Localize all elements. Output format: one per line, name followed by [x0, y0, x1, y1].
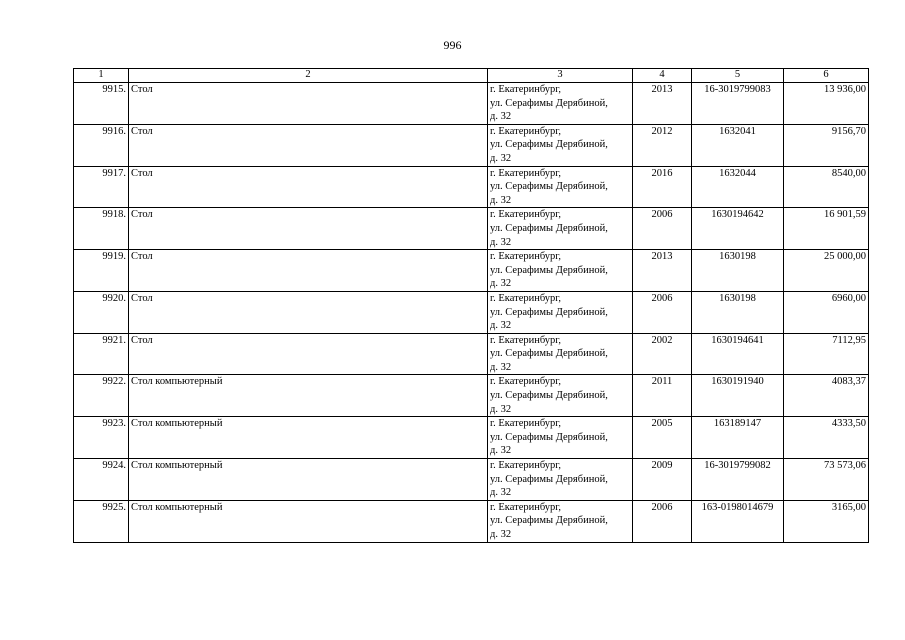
item-year: 2013 [633, 250, 692, 292]
row-number: 9923. [74, 417, 129, 459]
item-address: г. Екатеринбург, ул. Серафимы Дерябиной, д. 32 [488, 250, 633, 292]
column-header: 2 [129, 69, 488, 83]
item-address: г. Екатеринбург, ул. Серафимы Дерябиной, д. 32 [488, 333, 633, 375]
item-year: 2013 [633, 83, 692, 125]
table-header [74, 69, 869, 83]
item-year: 2006 [633, 291, 692, 333]
item-year: 2011 [633, 375, 692, 417]
item-address: г. Екатеринбург, ул. Серафимы Дерябиной, д. 32 [488, 208, 633, 250]
item-name: Стол [129, 250, 488, 292]
item-year: 2002 [633, 333, 692, 375]
table-row [74, 166, 869, 208]
header-row [74, 69, 869, 83]
item-name: Стол [129, 208, 488, 250]
item-cost: 16 901,59 [784, 208, 869, 250]
item-name: Стол [129, 291, 488, 333]
table-row [74, 459, 869, 501]
row-number: 9915. [74, 83, 129, 125]
item-inventory-number: 1630194642 [692, 208, 784, 250]
item-inventory-number: 1630194641 [692, 333, 784, 375]
item-year: 2006 [633, 500, 692, 542]
row-number: 9917. [74, 166, 129, 208]
item-year: 2009 [633, 459, 692, 501]
table-body [74, 83, 869, 543]
item-address: г. Екатеринбург, ул. Серафимы Дерябиной, д. 32 [488, 83, 633, 125]
row-number: 9922. [74, 375, 129, 417]
item-inventory-number: 1632041 [692, 124, 784, 166]
item-address: г. Екатеринбург, ул. Серафимы Дерябиной, д. 32 [488, 291, 633, 333]
row-number: 9918. [74, 208, 129, 250]
page-number: 996 [443, 38, 462, 52]
table-row [74, 250, 869, 292]
item-cost: 6960,00 [784, 291, 869, 333]
table-row [74, 208, 869, 250]
item-name: Стол компьютерный [129, 375, 488, 417]
table-row [74, 417, 869, 459]
item-name: Стол [129, 83, 488, 125]
row-number: 9920. [74, 291, 129, 333]
table-row [74, 375, 869, 417]
item-cost: 7112,95 [784, 333, 869, 375]
item-inventory-number: 1630198 [692, 291, 784, 333]
row-number: 9916. [74, 124, 129, 166]
item-year: 2005 [633, 417, 692, 459]
table-row [74, 333, 869, 375]
item-inventory-number: 16-3019799083 [692, 83, 784, 125]
table-row [74, 124, 869, 166]
table-row [74, 83, 869, 125]
item-name: Стол компьютерный [129, 417, 488, 459]
item-inventory-number: 163-0198014679 [692, 500, 784, 542]
item-address: г. Екатеринбург, ул. Серафимы Дерябиной, д. 32 [488, 459, 633, 501]
item-cost: 4083,37 [784, 375, 869, 417]
column-header: 1 [74, 69, 129, 83]
column-header: 6 [784, 69, 869, 83]
item-cost: 8540,00 [784, 166, 869, 208]
row-number: 9919. [74, 250, 129, 292]
item-year: 2016 [633, 166, 692, 208]
item-cost: 13 936,00 [784, 83, 869, 125]
row-number: 9924. [74, 459, 129, 501]
item-year: 2012 [633, 124, 692, 166]
row-number: 9925. [74, 500, 129, 542]
item-year: 2006 [633, 208, 692, 250]
item-address: г. Екатеринбург, ул. Серафимы Дерябиной, д. 32 [488, 500, 633, 542]
row-number: 9921. [74, 333, 129, 375]
item-address: г. Екатеринбург, ул. Серафимы Дерябиной, д. 32 [488, 417, 633, 459]
item-address: г. Екатеринбург, ул. Серафимы Дерябиной, д. 32 [488, 124, 633, 166]
item-address: г. Екатеринбург, ул. Серафимы Дерябиной, д. 32 [488, 375, 633, 417]
item-inventory-number: 1630198 [692, 250, 784, 292]
item-address: г. Екатеринбург, ул. Серафимы Дерябиной, д. 32 [488, 166, 633, 208]
item-name: Стол компьютерный [129, 459, 488, 501]
item-name: Стол [129, 333, 488, 375]
item-inventory-number: 163189147 [692, 417, 784, 459]
item-name: Стол компьютерный [129, 500, 488, 542]
item-inventory-number: 16-3019799082 [692, 459, 784, 501]
column-header: 3 [488, 69, 633, 83]
item-cost: 9156,70 [784, 124, 869, 166]
item-cost: 3165,00 [784, 500, 869, 542]
item-name: Стол [129, 124, 488, 166]
item-cost: 4333,50 [784, 417, 869, 459]
item-inventory-number: 1632044 [692, 166, 784, 208]
column-header: 5 [692, 69, 784, 83]
table-row [74, 500, 869, 542]
item-cost: 73 573,06 [784, 459, 869, 501]
table-row [74, 291, 869, 333]
item-inventory-number: 1630191940 [692, 375, 784, 417]
column-header: 4 [633, 69, 692, 83]
item-name: Стол [129, 166, 488, 208]
registry-table [73, 68, 869, 543]
item-cost: 25 000,00 [784, 250, 869, 292]
